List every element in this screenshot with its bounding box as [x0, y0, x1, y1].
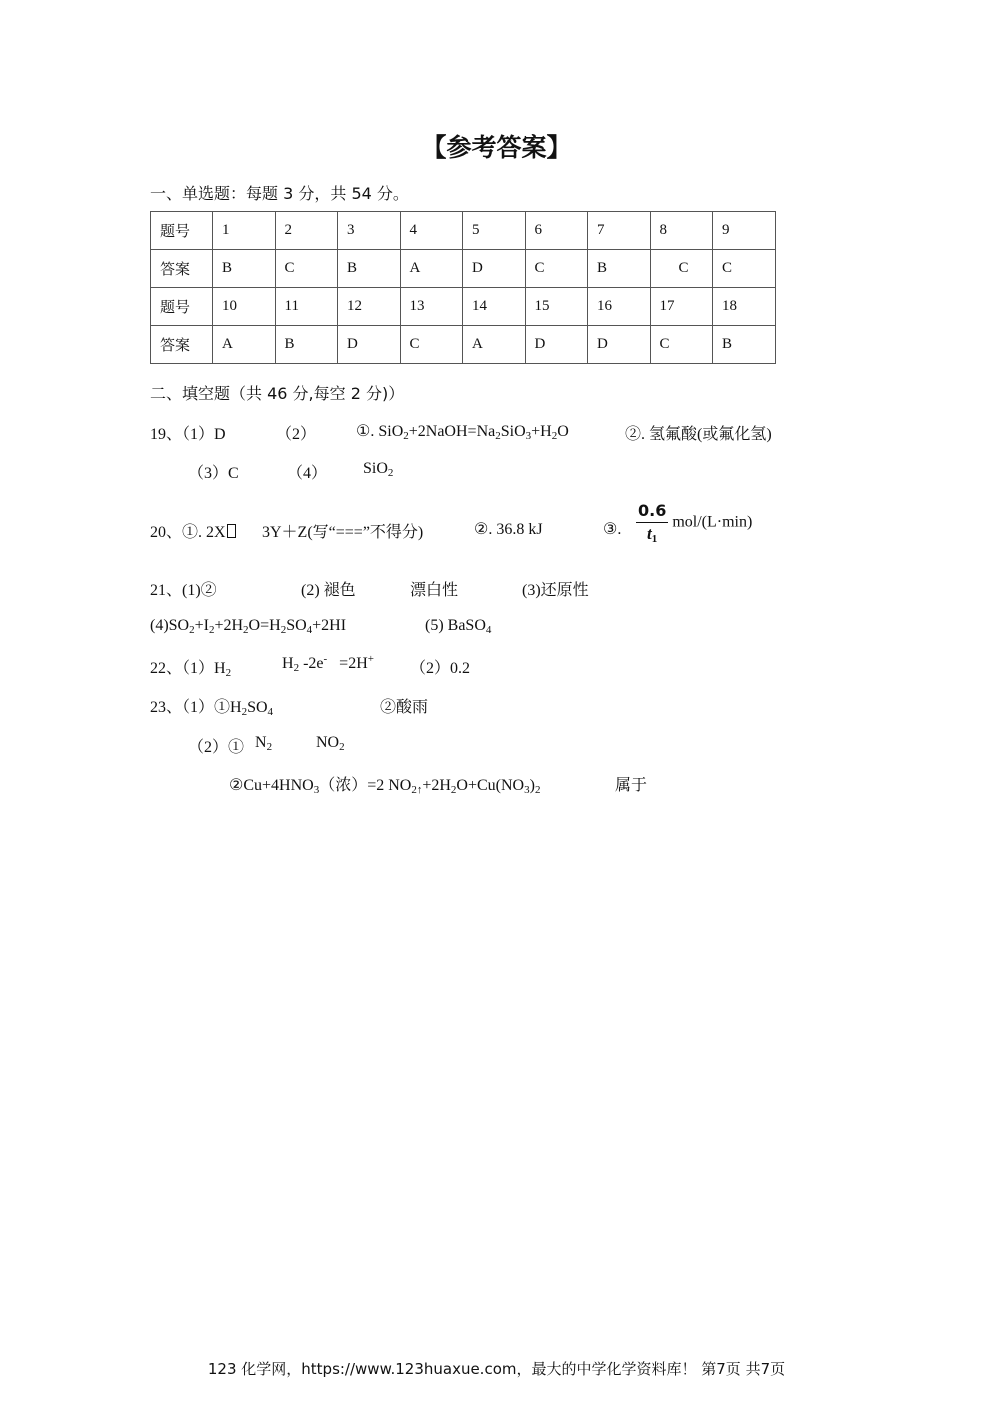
q19-part2-label: （2）: [276, 426, 317, 443]
question-number: 4: [400, 212, 463, 250]
table-row: [151, 212, 776, 250]
answer-cell: B: [275, 326, 338, 364]
answer-cell: D: [338, 326, 401, 364]
table-row: [151, 250, 776, 288]
question-number: 9: [713, 212, 776, 250]
q23-part3b: 属于: [615, 777, 648, 794]
question-number: 3: [338, 212, 401, 250]
q21-part4-equation: $(4)SO_2+I_2+2H_2O=H_2SO_4+2HI$: [150, 617, 347, 636]
answer-cell: C: [650, 250, 713, 288]
q19-part1: （1）D: [182, 426, 226, 443]
question-number: 5: [463, 212, 526, 250]
section-fill-blank-heading: 二、填空题（共 46 分,每空 2 分)）: [150, 384, 405, 403]
q23-part1b: ②酸雨: [380, 699, 429, 716]
q21-line1: [150, 577, 217, 600]
q20-rate-expression: [634, 501, 753, 545]
q22-line: 22、$(1)H_2$: [150, 660, 232, 679]
question-number: 13: [400, 288, 463, 326]
q19-equation: ①. $SiO_2+2NaOH=Na_2SiO_3+H_2O$: [356, 423, 569, 442]
question-number: 14: [463, 288, 526, 326]
question-number: 11: [275, 288, 338, 326]
answer-cell: D: [525, 326, 588, 364]
q19-part4-answer: SiO$_2$: [363, 460, 394, 479]
q21-part1: (1)②: [182, 582, 217, 599]
q20-line: [150, 519, 236, 542]
q23-label: 23、: [150, 699, 183, 716]
answer-cell: A: [400, 250, 463, 288]
q19-label: 19、: [150, 426, 183, 443]
question-number: 12: [338, 288, 401, 326]
answer-cell: B: [713, 326, 776, 364]
q23-part2: （2）①: [188, 739, 245, 756]
question-number: 7: [588, 212, 651, 250]
answer-cell: B: [588, 250, 651, 288]
fraction: $\frac{0.6}{t_1}$: [638, 501, 667, 545]
q21-part5: (5) BaSO$_4$: [425, 617, 492, 636]
answer-cell: D: [463, 250, 526, 288]
q20-part1: ①. 2X: [182, 524, 226, 541]
table-row: [151, 326, 776, 364]
answer-cell: C: [275, 250, 338, 288]
reversible-arrow-icon: [227, 524, 236, 538]
q21-part2: (2) 褪色: [301, 582, 356, 599]
q22-electrode-equation: $H_2$ -2e- =2H+: [282, 653, 374, 674]
question-number: 6: [525, 212, 588, 250]
q23-part2-no2: $NO_2$: [316, 734, 345, 753]
q19-part4-label: （4）: [287, 465, 328, 482]
table-row: [151, 288, 776, 326]
answer-cell: D: [588, 326, 651, 364]
answer-cell: B: [213, 250, 276, 288]
q23-line1: 23、$(1)①H_2SO_4$: [150, 699, 274, 718]
answer-cell: C: [713, 250, 776, 288]
section-single-choice-heading: 一、单选题：每题 3 分，共 54 分。: [150, 184, 409, 203]
q21-part3: (3)还原性: [522, 582, 589, 599]
q21-label: 21、: [150, 582, 183, 599]
row-label-question: 题号: [151, 288, 213, 326]
q19-answer-acid: ②. 氢氟酸(或氟化氢): [625, 426, 772, 443]
answer-cell: B: [338, 250, 401, 288]
q20-label: 20、: [150, 524, 183, 541]
rate-unit: mol/(L·min): [672, 513, 753, 531]
q22-label: 22、: [150, 660, 183, 677]
q21-part2b: 漂白性: [410, 582, 459, 599]
q20-part1-rest: 3Y＋Z(写“===”不得分): [262, 524, 424, 541]
question-number: 1: [213, 212, 276, 250]
question-number: 18: [713, 288, 776, 326]
q22-part2: （2）0.2: [410, 660, 471, 677]
question-number: 16: [588, 288, 651, 326]
q23-equation: $②Cu+4HNO_3$（浓）=2 $NO_{2↑}+2H_2O+Cu(NO_3)_2$: [229, 777, 541, 796]
answer-table: [150, 211, 776, 364]
page-footer: 123 化学网，https://www.123huaxue.com，最大的中学化学资料库！ 第7页 共7页: [207, 1360, 786, 1378]
page-title: 【参考答案】: [421, 133, 572, 162]
q19-part3: （3）C: [188, 465, 239, 482]
answer-cell: A: [213, 326, 276, 364]
row-label-answer: 答案: [151, 326, 213, 364]
answer-cell: A: [463, 326, 526, 364]
answer-cell: C: [400, 326, 463, 364]
question-number: 8: [650, 212, 713, 250]
q20-part2: ②. 36.8 kJ: [474, 521, 543, 538]
question-number: 15: [525, 288, 588, 326]
question-number: 17: [650, 288, 713, 326]
answer-cell: C: [650, 326, 713, 364]
row-label-answer: 答案: [151, 250, 213, 288]
row-label-question: 题号: [151, 212, 213, 250]
q19-line1: [150, 421, 226, 444]
question-number: 2: [275, 212, 338, 250]
q23-part2-n2: $N_2$: [255, 734, 273, 753]
question-number: 10: [213, 288, 276, 326]
answer-cell: C: [525, 250, 588, 288]
q20-part3-label: ③.: [603, 521, 622, 538]
